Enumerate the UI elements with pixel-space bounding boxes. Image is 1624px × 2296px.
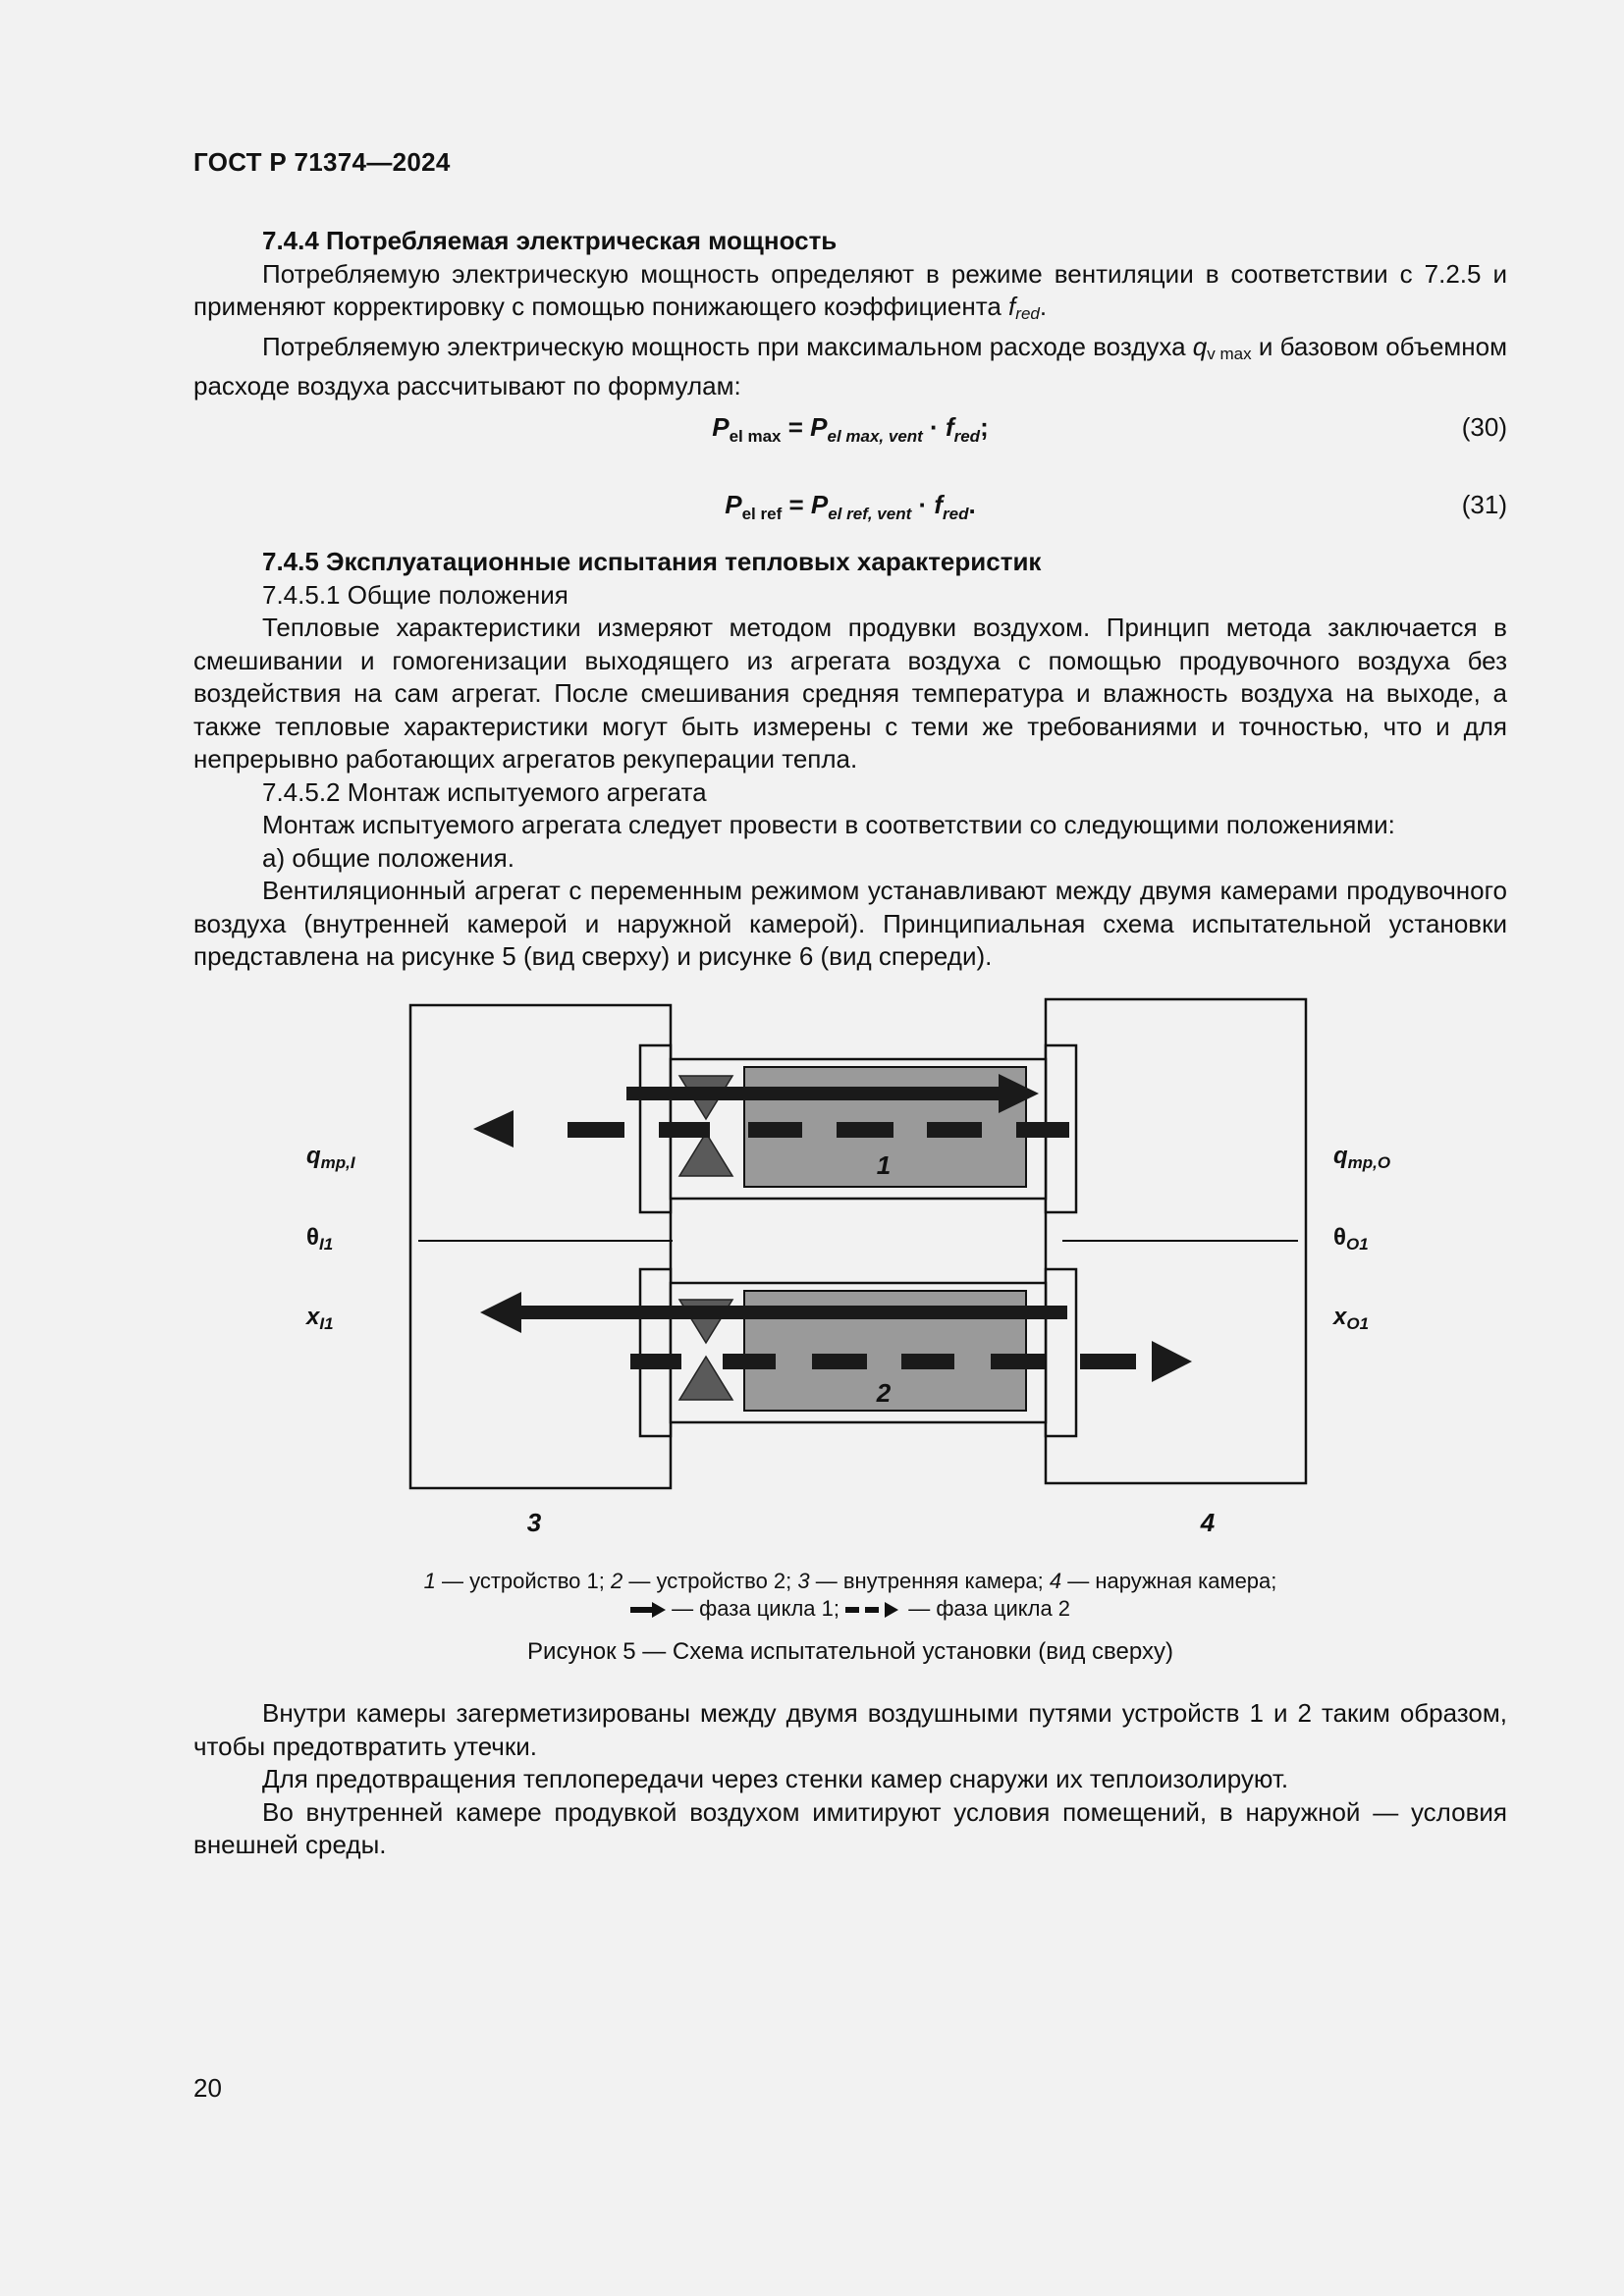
page-number: 20 — [193, 2073, 222, 2103]
figure-legend — [193, 1568, 1507, 1623]
subsection-heading: 7.4.5.2 Монтаж испытуемого агрегата — [262, 776, 707, 807]
section-heading: 7.4.5 Эксплуатационные испытания тепловых характеристик — [262, 547, 1042, 576]
legend-line-1: 1 — устройство 1; 2 — устройство 2; 3 — внутренняя камера; 4 — наружная камера; — [423, 1569, 1277, 1593]
label-q-mp-o: $q_{mp,O}$ — [1333, 1143, 1391, 1172]
legend-line-2: — фаза цикла 1; — фаза цикла 2 — [193, 1595, 1507, 1623]
figure-title: Рисунок 5 — Схема испытательной установки (вид сверху) — [527, 1638, 1173, 1665]
formula-number: (30) — [1461, 412, 1507, 442]
solid-arrow-icon — [630, 1602, 666, 1618]
document-header: ГОСТ Р 71374—2024 — [193, 147, 451, 177]
label-x-i1: $x_{I1}$ — [306, 1304, 334, 1333]
formula-31 — [193, 490, 1507, 529]
label-outer-chamber: 4 — [1200, 1508, 1216, 1537]
label-x-o1: $x_{O1}$ — [1333, 1304, 1370, 1333]
label-theta-o1: $\theta_{O1}$ — [1333, 1224, 1369, 1254]
label-device-1: 1 — [876, 1150, 892, 1180]
section-heading: 7.4.4 Потребляемая электрическая мощность — [262, 226, 838, 255]
paragraph: Во внутренней камере продувкой воздухом имитируют условия помещений, в наружной — условия внешней среды. — [193, 1796, 1507, 1859]
inner-chamber — [410, 1005, 671, 1488]
section-7-4-5 — [193, 546, 1507, 974]
label-q-mp-i: $q_{mp,I}$ — [306, 1143, 355, 1172]
figure-5-diagram — [285, 991, 1391, 1561]
paragraph: Тепловые характеристики измеряют методом продувки воздухом. Принцип метода заключается в смешивании и гомогенизации выходящего из агрегата воздуха с помощью продувочного воздуха без воздействия на сам агрегат. После смешивания средняя температура и влажность воздуха на выходе, а также тепловые характеристики могут быть измерены с теми же требованиями и точностью, что и для непрерывно работающих агрегатов рекуперации тепла. — [193, 613, 1507, 774]
paragraph: Внутри камеры загерметизированы между двумя воздушными путями устройств 1 и 2 таким образом, чтобы предотвратить утечки. — [193, 1698, 1507, 1761]
label-theta-i1: $\theta_{I1}$ — [306, 1224, 334, 1254]
label-device-2: 2 — [876, 1378, 892, 1408]
section-7-4-4 — [193, 225, 1507, 403]
subsection-heading: 7.4.5.1 Общие положения — [262, 579, 568, 610]
paragraph: Потребляемую электрическую мощность определяют в режиме вентиляции в соответствии с 7.2.5 и применяют корректировку с помощью понижающего коэффициента fred. — [193, 258, 1507, 323]
section-continuation — [193, 1697, 1507, 1862]
formula-expression: $P_{el ref} = P_{el ref, vent} \cdot f_{red}$. — [725, 490, 976, 524]
device-2 — [640, 1269, 1076, 1436]
formula-30 — [193, 412, 1507, 452]
dashed-arrow-icon — [845, 1602, 902, 1618]
formula-number: (31) — [1461, 490, 1507, 519]
list-item: а) общие положения. — [262, 842, 514, 873]
paragraph: Монтаж испытуемого агрегата следует провести в соответствии со следующими положениями: — [262, 810, 1395, 839]
paragraph: Вентиляционный агрегат с переменным режимом устанавливают между двумя камерами продувочного воздуха (внутренней камерой и наружной камерой). Принципиальная схема испытательной установки представлена на рисунке 5 (вид сверху) и рисунке 6 (вид спереди). — [193, 876, 1507, 971]
label-inner-chamber: 3 — [526, 1508, 542, 1537]
formula-expression: $P_{el max} = P_{el max, vent} \cdot f_{red}$; — [712, 412, 989, 447]
paragraph: Для предотвращения теплопередачи через стенки камер снаружи их теплоизолируют. — [262, 1764, 1289, 1793]
paragraph: Потребляемую электрическую мощность при максимальном расходе воздуха qv max и базовом объемном расходе воздуха рассчитывают по формулам: — [193, 331, 1507, 400]
